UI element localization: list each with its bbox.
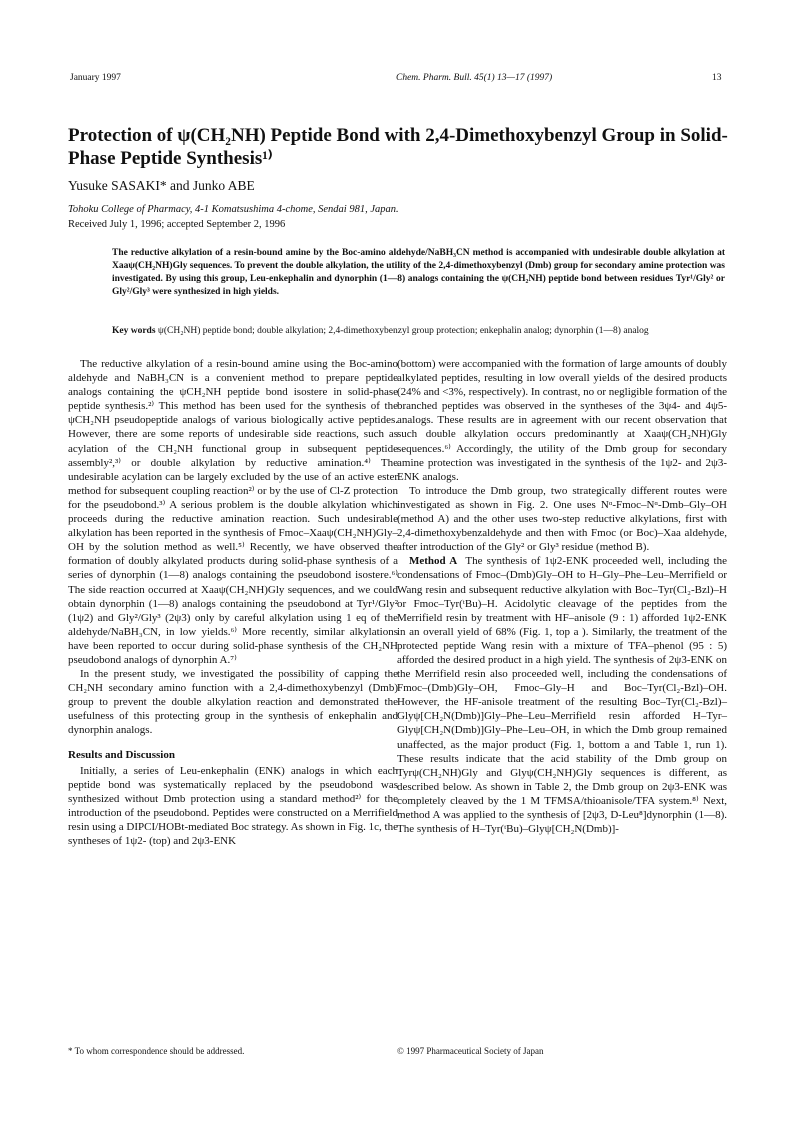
results-paragraph-1: Initially, a series of Leu-enkephalin (ENK) analogs in which each peptide bond was systematically replaced by the pseudobond was synthesized without Dmb protection using a standard method²⁾ for the introduction of the pseudobond. Peptides were constructed on a Merrifield resin using a DIPCI/HOBt-mediated Boc strategy. As shown in Fig. 1c, the syntheses of 1ψ2- (top) and 2ψ3-ENK	[68, 764, 398, 848]
header-date: January 1997	[70, 73, 121, 83]
method-a-paragraph	[397, 554, 727, 836]
header-journal: Chem. Pharm. Bull. 45(1) 13—17 (1997)	[396, 73, 553, 83]
intro-paragraph-2: In the present study, we investigated the possibility of capping the CH₂NH secondary amino function with a 2,4-dimethoxybenzyl (Dmb) group to prevent the double alkylation reaction and demonstrated the usefulness of this protecting group in the synthesis of enkephalin and dynorphin analogs.	[68, 668, 398, 737]
copyright-notice: © 1997 Pharmaceutical Society of Japan	[397, 1046, 544, 1056]
article-received: Received July 1, 1996; accepted September 2, 1996	[68, 219, 286, 230]
method-a-label: Method A	[409, 555, 458, 568]
keywords-text: ψ(CH₂NH) peptide bond; double alkylation; 2,4-dimethoxybenzyl group protection; enkephalin analog; dynorphin (1—8) analog	[157, 326, 649, 336]
article-abstract: The reductive alkylation of a resin-bound amine by the Boc-amino aldehyde/NaBH₃CN method is accompanied with undesirable double alkylation at Xaaψ(CH₂NH)Gly sequences. To prevent the double alkylation, the utility of the 2,4-dimethoxybenzyl (Dmb) group for secondary amine protection was investigated. By using this group, Leu-enkephalin and dynorphin (1—8) analogs containing the ψ(CH₂NH) peptide bond between residues Tyr¹/Gly² or Gly²/Gly³ were synthesized in high yields.	[112, 248, 725, 297]
results-paragraph-3: To introduce the Dmb group, two strategically different routes were investigated as shown in Fig. 2. One uses Nᵅ-Fmoc–Nᵅ-Dmb–Gly–OH (method A) and the other uses two-step reductive alkylations, first with 2,4-dimethoxybenzaldehyde and then with Fmoc (or Boc)–Xaa aldehyde, after introduction of the Gly² or Gly³ residue (method B).	[397, 484, 727, 554]
article-affiliation: Tohoku College of Pharmacy, 4-1 Komatsushima 4-chome, Sendai 981, Japan.	[68, 204, 399, 215]
header-page-number: 13	[712, 73, 722, 83]
left-column	[68, 357, 398, 848]
right-column	[397, 357, 727, 836]
correspondence-footnote: * To whom correspondence should be addressed.	[68, 1046, 245, 1056]
section-heading-results: Results and Discussion	[68, 748, 175, 761]
results-paragraph-2: (bottom) were accompanied with the formation of large amounts of doubly alkylated peptides, resulting in low overall yields of the desired products (24% and <3%, respectively). In contrast, no or negligible formation of the branched peptides was observed in the syntheses of the 3ψ4- and 4ψ5-analogs. These results are in agreement with our recent observation that such double alkylation occurs predominantly at Xaaψ(CH₂NH)Gly sequences.⁶⁾ Accordingly, the utility of the Dmb group for secondary amine protection was investigated in the synthesis of the 1ψ2- and 2ψ3-ENK analogs.	[397, 358, 727, 483]
article-keywords	[112, 325, 725, 338]
keywords-label: Key words	[112, 326, 156, 336]
method-a-text: The synthesis of 1ψ2-ENK proceeded well, including the condensations of Fmoc–(Dmb)Gly–OH to H–Gly–Phe–Leu–Merrifield or Wang resin and subsequent reductive alkylation with Boc–Tyr(Cl₂-Bzl)–H or Fmoc–Tyr(ᵗBu)–H. Acidolytic cleavage of the peptides from the Merrifield resin by treatment with HF–anisole (9 : 1) afforded 1ψ2-ENK in an overall yield of 68% (Fig. 1, top a ). Similarly, the treatment of the protected peptide Wang resin with a mixture of TFA–phenol (95 : 5) afforded the desired product in a high yield. The synthesis of 2ψ3-ENK on the Merrifield resin also proceeded well, including the condensations of Fmoc–(Dmb)Gly–OH, Fmoc–Gly–H and Boc–Tyr(Cl₂-Bzl)–OH. However, the HF-anisole treatment of the resulting Boc–Tyr(Cl₂-Bzl)–Glyψ[CH₂N(Dmb)]Gly–Phe–Leu–Merrifield resin afforded H–Tyr–Glyψ[CH₂N(Dmb)]Gly–Phe–Leu–OH, in which the Dmb group remained unaffected, as the major product (Fig. 1, bottom a and Table 1, run 1). These results indicate that the acid stability of the Dmb group on Tyrψ(CH₂NH)Gly and Glyψ(CH₂NH)Gly sequences is different, as described below. As shown in Table 2, the Dmb group on 2ψ3-ENK was completely cleaved by the 1 M TFMSA/thioanisole/TFA system.⁸⁾ Next, method A was applied to the synthesis of [2ψ3, D-Leu⁸]dynorphin (1—8). The synthesis of H–Tyr(ᵗBu)–Glyψ[CH₂N(Dmb)]-	[397, 555, 728, 836]
article-title: Protection of ψ(CH₂NH) Peptide Bond with 2,4-Dimethoxybenzyl Group in Solid-Phase Peptide Synthesis¹⁾	[68, 125, 728, 169]
article-authors: Yusuke SASAKI* and Junko ABE	[68, 178, 255, 193]
intro-paragraph-1: The reductive alkylation of a resin-bound amine using the Boc-amino aldehyde and NaBH₃CN is a convenient method to prepare peptide analogs containing the ψCH₂NH peptide bond isostere in solid-phase peptide synthesis.²⁾ This method has been used for the synthesis of the ψCH₂NH pseudopeptide analogs of various biologically active peptides. However, there are some reports of undesirable side reactions, such as acylation of the CH₂NH functional group in subsequent peptide assembly²,³⁾ or double alkylation by reductive amination.⁴⁾ The undesirable acylation can be largely excluded by the use of an active ester method for subsequent coupling reaction²⁾ or by the use of Cl-Z protection for the pseudobond.³⁾ A serious problem is the double alkylation which proceeds during the reductive amination reaction. Such undesirable alkylation has been reported in the synthesis of Fmoc–Xaaψ(CH₂NH)Gly–OH by the solution method as well.⁵⁾ Recently, we have observed the formation of doubly alkylated products during solid-phase synthesis of a series of dynorphin (1—8) analogs containing the pseudobond isostere.⁶⁾ The side reaction occurred at Xaaψ(CH₂NH)Gly sequences, and we could obtain dynorphin (1—8) analogs containing the pseudobond at Tyr¹/Gly² (1ψ2) and Gly²/Gly³ (2ψ3) only by careful alkylation using 1 eq of the aldehyde/NaBH₃CN, in low yields.⁶⁾ More recently, similar alkylations have been reported to occur during solid-phase synthesis of the CH₂NH pseudobond analogs of dynorphin A.⁷⁾	[68, 358, 398, 666]
